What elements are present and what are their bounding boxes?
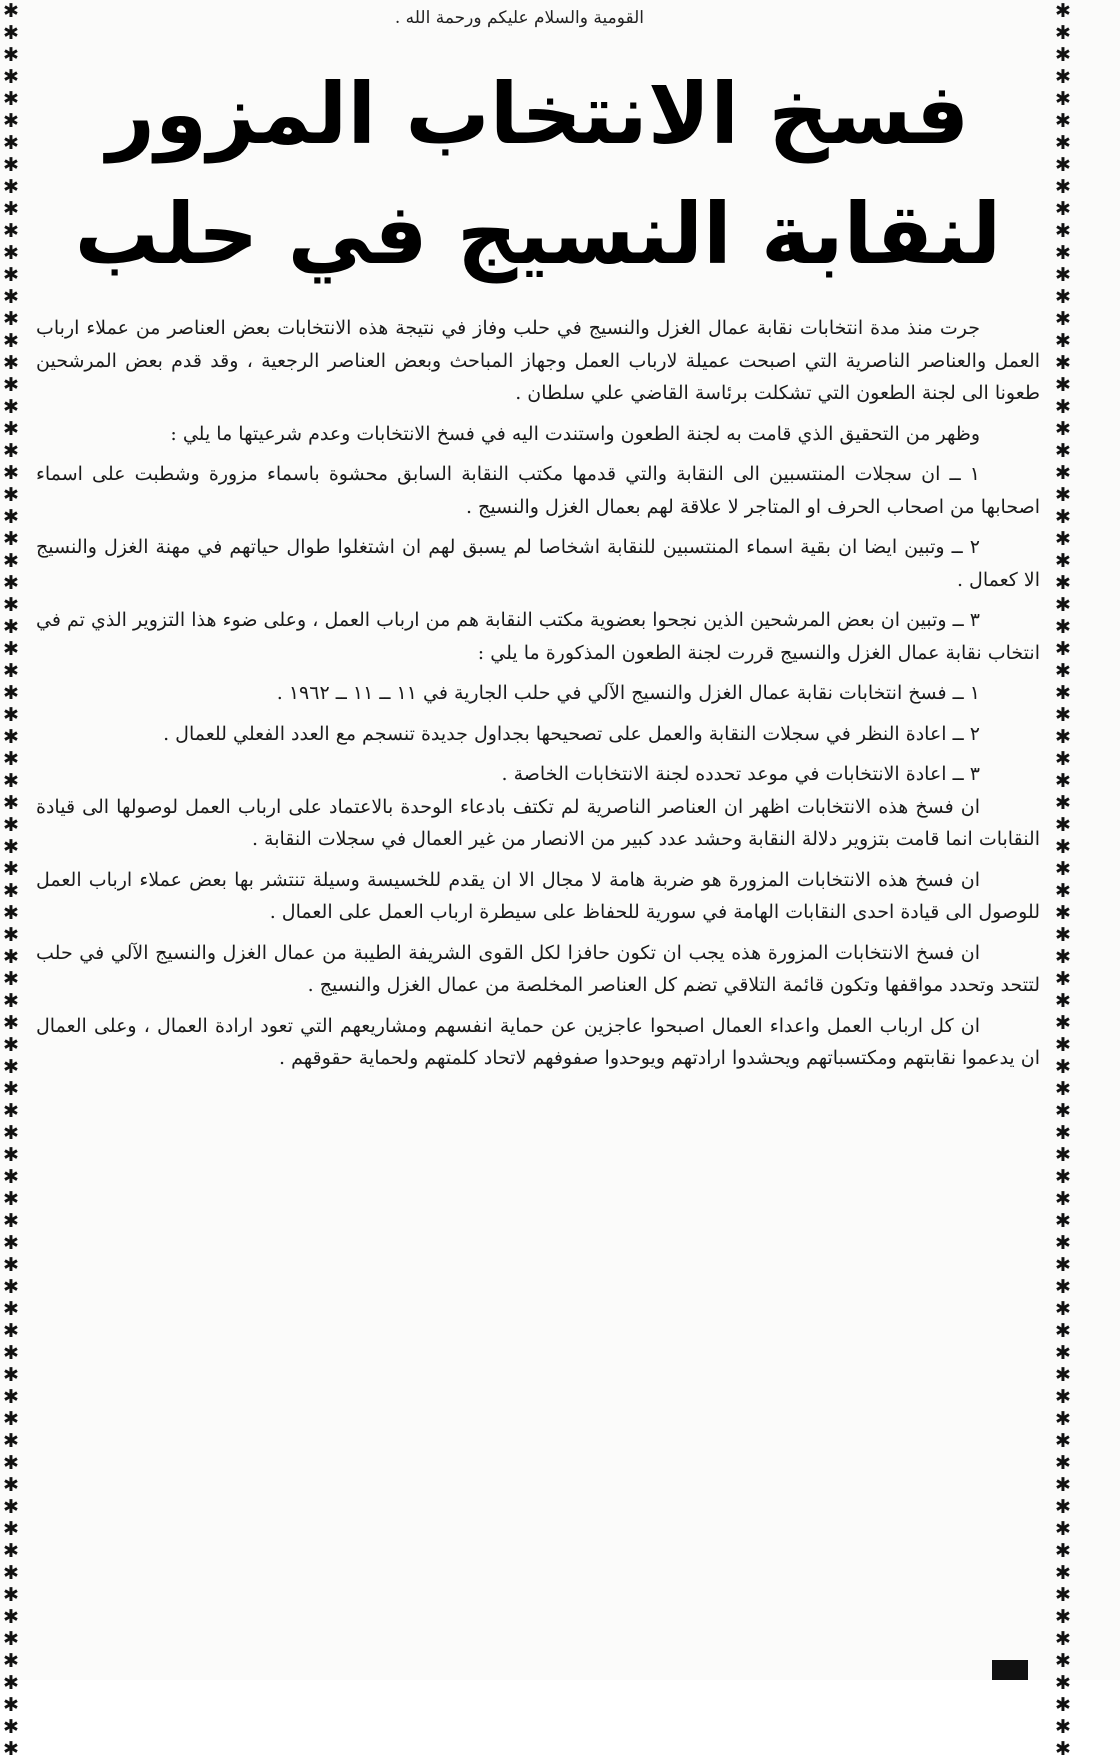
headline-line-1: فسخ الانتخاب المزور [106, 65, 970, 163]
paragraph-intro: جرت منذ مدة انتخابات نقابة عمال الغزل والنسيج في حلب وفاز في نتيجة هذه الانتخابات بعض العناصر من عملاء ارباب العمل والعناصر الناصرية التي اصبحت عميلة لارباب العمل وجهاز المباحث وبعض العناصر الرجعية ، وقد قدم بعض المرشحين طعونا الى لجنة الطعون التي تشكلت برئاسة القاضي علي سلطان . [36, 317, 1040, 404]
decision-item: ٢ ــ اعادة النظر في سجلات النقابة والعمل على تصحيحها بجداول جديدة تنسجم مع العدد الفعلي للعمال . [163, 722, 980, 745]
decision-item: ١ ــ فسخ انتخابات نقابة عمال الغزل والنسيج الآلي في حلب الجارية في ١١ ــ ١١ ــ ١٩٦٢ . [276, 682, 980, 704]
paragraph-commentary: ان فسخ هذه الانتخابات اظهر ان العناصر الناصرية لم تكتف بادعاء الوحدة بالاعتماد على ارباب العمل لوصولها الى قيادة النقابات انما قامت بتزوير دلالة النقابة وحشد عدد كبير من الانصار من غير العمال في سجلات النقابة . [36, 795, 1040, 850]
previous-article-closing: القومية والسلام عليكم ورحمة الله . [394, 8, 644, 28]
paragraph-findings: وظهر من التحقيق الذي قامت به لجنة الطعون واستندت اليه في فسخ الانتخابات وعدم شرعيتها ما يلي : [170, 422, 980, 445]
paragraph-commentary: ان فسخ الانتخابات المزورة هذه يجب ان تكون حافزا لكل القوى الشريفة الطيبة من عمال الغزل والنسيج الآلي في حلب لتتحد وتحدد مواقفها وتكون قائمة التلاقي تضم كل العناصر المخلصة من عمال الغزل والنسيج . [36, 941, 1040, 996]
star-border-right: ✱✱✱✱✱✱✱✱✱✱✱✱✱✱✱✱✱✱✱✱✱✱✱✱✱✱✱✱✱✱✱✱✱✱✱✱✱✱✱✱✱✱✱✱✱✱✱✱✱✱✱✱✱✱✱✱✱✱✱✱✱✱✱✱✱✱✱✱✱✱✱✱✱✱✱✱✱✱✱✱ [1055, 0, 1071, 1760]
finding-item: ١ ــ ان سجلات المنتسبين الى النقابة والتي قدمها مكتب النقابة السابق محشوة باسماء مزورة وشطبت على اسماء اصحابها من اصحاب الحرف او المتاجر لا علاقة لهم بعمال الغزل والنسيج . [36, 463, 1040, 518]
print-mark [992, 1660, 1028, 1680]
finding-item: ٣ ــ وتبين ان بعض المرشحين الذين نجحوا بعضوية مكتب النقابة هم من ارباب العمل ، وعلى ضوء هذا التزوير الذي تم في انتخاب نقابة عمال الغزل والنسيج قررت لجنة الطعون المذكورة ما يلي : [36, 609, 1040, 664]
paragraph-conclusion: ان كل ارباب العمل واعداء العمال اصبحوا عاجزين عن حماية انفسهم ومشاريعهم التي تعود ارادة العمال ، وعلى العمال ان يدعموا نقابتهم ومكتسباتهم ويحشدوا ارادتهم ويوحدوا صفوفهم لاتحاد كلمتهم ولحماية حقوقهم . [36, 1014, 1040, 1069]
star-border-left: ✱✱✱✱✱✱✱✱✱✱✱✱✱✱✱✱✱✱✱✱✱✱✱✱✱✱✱✱✱✱✱✱✱✱✱✱✱✱✱✱✱✱✱✱✱✱✱✱✱✱✱✱✱✱✱✱✱✱✱✱✱✱✱✱✱✱✱✱✱✱✱✱✱✱✱✱✱✱✱✱ [3, 0, 19, 1760]
finding-item: ٢ ــ وتبين ايضا ان بقية اسماء المنتسبين للنقابة اشخاصا لم يسبق لهم ان اشتغلوا طوال حياتهم في مهنة الغزل والنسيج الا كعمال . [36, 536, 1040, 591]
paragraph-commentary: ان فسخ هذه الانتخابات المزورة هو ضربة هامة لا مجال الا ان يقدم للخسيسة وسيلة تنتشر بها بعض عملاء ارباب العمل للوصول الى قيادة احدى النقابات الهامة في سورية للحفاظ على سيطرة ارباب العمل على العمال . [36, 868, 1040, 923]
decision-item: ٣ ــ اعادة الانتخابات في موعد تحدده لجنة الانتخابات الخاصة . [501, 763, 980, 785]
article [32, 0, 1044, 1075]
headline-line-2: لنقابة النسيج في حلب [74, 185, 1002, 283]
headline [32, 54, 1044, 294]
